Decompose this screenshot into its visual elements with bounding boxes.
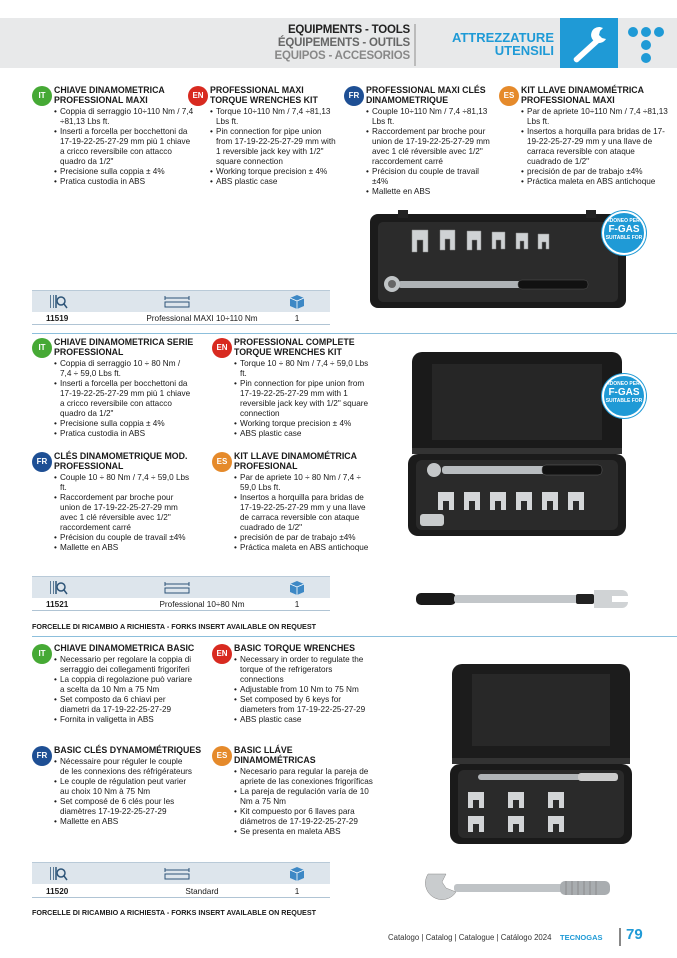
table-row (32, 886, 330, 898)
bullet-list (54, 655, 192, 725)
bullet: • Working torque precision ± 4% (210, 167, 338, 177)
bullet-list (54, 107, 194, 187)
seal-mid: F-GAS (608, 387, 640, 398)
bullet: • Torque 10 ÷ 80 Nm / 7,4 ÷ 59,0 Lbs ft. (234, 359, 374, 379)
lang-badge-fr: FR (32, 746, 52, 766)
bullet: • Précision du couple de travail ±4% (54, 533, 192, 543)
header-title-es: EQUIPOS - ACCESORIOS (274, 50, 410, 62)
bullet: • Insertos a horquilla para bridas de 17-19-22-25-27-29 mm y una llave de carraca reversible con ataque cuadrado de 1/2" (234, 493, 374, 533)
bullet: • Mallette en ABS (366, 187, 494, 197)
seal-bottom: SUITABLE FOR (605, 235, 643, 241)
product-title: CHIAVE DINAMOMETRICA PROFESSIONAL MAXI (54, 85, 165, 105)
bullet: • Fornita in valigetta in ABS (54, 715, 192, 725)
wrench-icon (560, 18, 618, 68)
magnifier-code-icon (50, 580, 68, 595)
bullet: • La pareja de regulación varía de 10 Nm a 75 Nm (234, 787, 374, 807)
bullet: • ABS plastic case (210, 177, 338, 187)
bullet: • Coppia di serraggio 10 ÷ 80 Nm / 7,4 ÷ 59,0 Lbs ft. (54, 359, 192, 379)
product-title: KIT LLAVE DINAMOMÉTRICA PROFESSIONAL MAXI (521, 85, 644, 105)
product-qty: 1 (294, 887, 300, 896)
bullet: • Le couple de régulation peut varier au choix 10 Nm à 75 Nm (54, 777, 192, 797)
bullet: • Necessary in order to regulate the torque of the refrigerators connections (234, 655, 374, 685)
footer-separator (619, 928, 621, 946)
header-titles (270, 24, 410, 63)
section-divider (32, 636, 677, 637)
product-code: 11519 (46, 314, 69, 323)
bullet: • Précision du couple de travail ±4% (366, 167, 494, 187)
product-code: 11520 (46, 887, 69, 896)
bullet: • Couple 10 ÷ 80 Nm / 7,4 ÷ 59,0 Lbs ft. (54, 473, 192, 493)
product-title: CLÉS DINAMOMETRIQUE MOD. PROFESSIONAL (54, 451, 188, 471)
bullet-list (54, 757, 192, 827)
forks-note: FORCELLE DI RICAMBIO A RICHIESTA - FORKS INSERT AVAILABLE ON REQUEST (32, 908, 317, 917)
table-row (32, 599, 330, 611)
box-package-icon (288, 580, 306, 595)
header-separator (414, 24, 416, 66)
product-image-professional-case (402, 352, 632, 538)
bullet: • Pin connection for pipe union from 17-19-22-25-27-29 mm with 1 reversible jack key with 1/2" square connection (210, 127, 338, 167)
bullet: • Torque 10÷110 Nm / 7,4 ÷81,13 Lbs ft. (210, 107, 338, 127)
lang-badge-es: ES (212, 746, 232, 766)
seal-bottom: SUITABLE FOR (605, 398, 643, 404)
bullet-list (521, 107, 669, 187)
bullet: • Kit compuesto por 6 llaves para diámetros de 17-19-22-25-27-29 (234, 807, 374, 827)
lang-badge-en: EN (188, 86, 208, 106)
header-title-en: EQUIPMENTS - TOOLS (287, 24, 410, 36)
bullet: • Working torque precision ± 4% (234, 419, 374, 429)
footer-catalog: Catalogo | Catalog | Catalogue | Catálogo 2024 (388, 933, 552, 942)
bullet: • ABS plastic case (234, 429, 374, 439)
bullet: • Raccordement par broche pour union de 17-19-22-25-27-29 mm avec 1 clé réversible avec 1/2" raccordement carré (54, 493, 192, 533)
ruler-dimension-icon (164, 580, 190, 595)
product-title: BASIC CLÉS DYNAMOMÉTRIQUES (54, 745, 202, 755)
fgas-seal-badge (602, 211, 646, 255)
page-number: 79 (626, 926, 643, 943)
bullet: • Práctica maleta en ABS antichoque (234, 543, 374, 553)
bullet: • Precisione sulla coppia ± 4% (54, 419, 192, 429)
lang-badge-it: IT (32, 86, 52, 106)
product-description: Professional 10÷80 Nm (159, 600, 245, 609)
product-image-basic-case (448, 660, 634, 846)
bullet-list (234, 359, 374, 439)
product-description: Professional MAXI 10÷110 Nm (146, 314, 258, 323)
lang-badge-fr: FR (32, 452, 52, 472)
bullet-list (54, 359, 192, 439)
bullet: • Mallette en ABS (54, 817, 192, 827)
bullet-list (366, 107, 494, 197)
product-title: CHIAVE DINAMOMETRICA BASIC (54, 643, 195, 653)
seal-mid: F-GAS (608, 224, 640, 235)
lang-badge-en: EN (212, 338, 232, 358)
bullet: • Coppia di serraggio 10÷110 Nm / 7,4 ÷81,13 Lbs ft. (54, 107, 194, 127)
bullet: • Se presenta en maleta ABS (234, 827, 374, 837)
bullet: • La coppia di regolazione può variare a scelta da 10 Nm a 75 Nm (54, 675, 192, 695)
product-qty: 1 (294, 314, 300, 323)
bullet: • Insertos a horquilla para bridas de 17-19-22-25-27-29 mm y una llave de carraca reversible con ataque cuadrado de 1/2" (521, 127, 669, 167)
bullet: • Pratica custodia in ABS (54, 429, 192, 439)
table-row (32, 313, 330, 325)
bullet: • Raccordement par broche pour union de 17-19-22-25-27-29 mm avec 1 clé réversible avec 1/2" raccordement carré (366, 127, 494, 167)
lang-badge-en: EN (212, 644, 232, 664)
product-qty: 1 (294, 600, 300, 609)
product-code: 11521 (46, 600, 69, 609)
bullet: • precisión de par de trabajo ±4% (521, 167, 669, 177)
bullet: • Precisione sulla coppia ± 4% (54, 167, 194, 177)
lang-badge-es: ES (499, 86, 519, 106)
bullet: • Set composed by 6 keys for diameters from 17-19-22-25-27-29 (234, 695, 374, 715)
bullet: • Inserti a forcella per bocchettoni da 17-19-22-25-27-29 mm più 1 chiave a cricco reversibile con attacco quadro da 1/2" (54, 379, 192, 419)
box-package-icon (288, 294, 306, 309)
table-icon-bar (32, 862, 330, 884)
bullet-list (54, 473, 192, 553)
lang-badge-es: ES (212, 452, 232, 472)
header-title-it (440, 31, 554, 57)
bullet: • Adjustable from 10 Nm to 75 Nm (234, 685, 374, 695)
bullet: • precisión de par de trabajo ±4% (234, 533, 374, 543)
bullet: • Par de apriete 10÷110 Nm / 7,4 ÷81,13 Lbs ft. (521, 107, 669, 127)
header-it-line1: ATTREZZATURE (451, 30, 554, 45)
bullet: • Necesario para regular la pareja de apriete de las conexiones frigoríficas (234, 767, 374, 787)
bullet: • Couple 10÷110 Nm / 7,4 ÷81,13 Lbs ft. (366, 107, 494, 127)
seal-top: IDONEO PER (608, 381, 640, 387)
bullet: • Necessario per regolare la coppia di serraggio dei collegamenti frigoriferi (54, 655, 192, 675)
bullet-list (234, 767, 374, 837)
lang-badge-it: IT (32, 338, 52, 358)
ruler-dimension-icon (164, 866, 190, 881)
bullet: • Mallette en ABS (54, 543, 192, 553)
product-title: BASIC TORQUE WRENCHES (234, 643, 356, 653)
seal-top: IDONEO PER (608, 218, 640, 224)
header-title-fr: ÉQUIPEMENTS - OUTILS (277, 37, 410, 49)
lang-badge-it: IT (32, 644, 52, 664)
fgas-seal-badge (602, 374, 646, 418)
footer-brand: TECNOGAS (560, 933, 603, 942)
product-title: CHIAVE DINAMOMETRICA SERIE PROFESSIONAL (54, 337, 194, 357)
header-it-line2: UTENSILI (494, 43, 554, 58)
bullet: • Par de apriete 10 ÷ 80 Nm / 7,4 ÷ 59,0 Lbs ft. (234, 473, 374, 493)
box-package-icon (288, 866, 306, 881)
product-image-basic-wrench (420, 868, 620, 910)
product-image-professional-wrench (416, 586, 636, 612)
product-title: PROFESSIONAL MAXI TORQUE WRENCHES KIT (210, 85, 318, 105)
bullet-list (234, 473, 374, 553)
table-icon-bar (32, 576, 330, 598)
forks-note: FORCELLE DI RICAMBIO A RICHIESTA - FORKS INSERT AVAILABLE ON REQUEST (32, 622, 317, 631)
bullet-list (234, 655, 374, 725)
bullet: • Pin connection for pipe union from 17-19-22-25-27-29 mm with 1 reversible jack key with 1/2" square connection (234, 379, 374, 419)
product-description: Standard (185, 887, 219, 896)
magnifier-code-icon (50, 866, 68, 881)
bullet: • ABS plastic case (234, 715, 374, 725)
product-title: BASIC LLÁVE DINAMOMÉTRICAS (234, 745, 316, 765)
section-divider (32, 333, 677, 334)
product-image-maxi-case (368, 208, 630, 312)
bullet: • Set composto da 6 chiavi per diametri da 17-19-22-25-27-29 (54, 695, 192, 715)
lang-badge-fr: FR (344, 86, 364, 106)
magnifier-code-icon (50, 294, 68, 309)
ruler-dimension-icon (164, 294, 190, 309)
bullet: • Práctica maleta en ABS antichoque (521, 177, 669, 187)
product-title: PROFESSIONAL MAXI CLÉS DINAMOMETRIQUE (366, 85, 486, 105)
bullet: • Nécessaire pour réguler le couple de les connexions des réfrigérateurs (54, 757, 192, 777)
bullet: • Inserti a forcella per bocchettoni da 17-19-22-25-27-29 mm più 1 chiave a cricco reversibile con attacco quadro da 1/2" (54, 127, 194, 167)
bullet: • Pratica custodia in ABS (54, 177, 194, 187)
product-title: KIT LLAVE DINAMOMÉTRICA PROFESIONAL (234, 451, 357, 471)
bullet: • Set composé de 6 clés pour les diamètres 17-19-22-25-27-29 (54, 797, 192, 817)
table-icon-bar (32, 290, 330, 312)
bullet-list (210, 107, 338, 187)
product-title: PROFESSIONAL COMPLETE TORQUE WRENCHES KIT (234, 337, 355, 357)
